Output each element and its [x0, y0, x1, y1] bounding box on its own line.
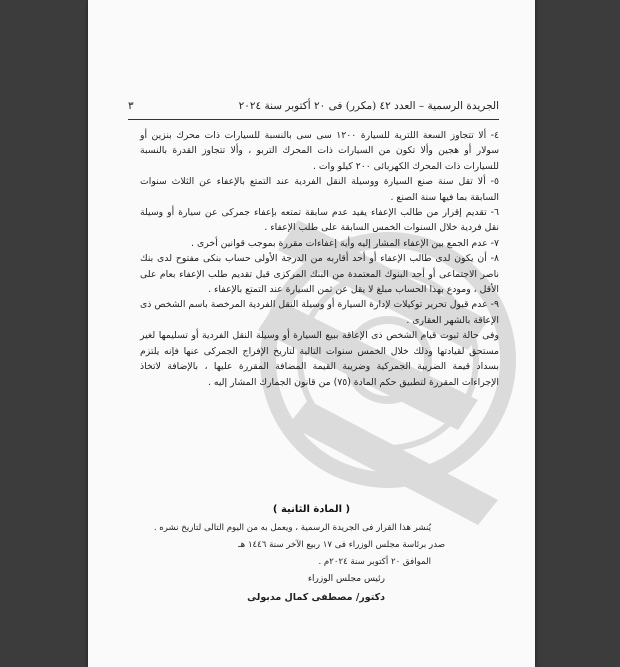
- page-header: [128, 98, 499, 118]
- signatory-role: رئيس مجلس الوزراء: [307, 574, 385, 584]
- condition-8: ٨- أن يكون لدى طالب الإعفاء أو أحد أقاربه من الدرجة الأولى حساب بنكى مفتوح لدى بنك ناصر الاجتماعى أو أحد البنوك المعتمدة من البنك المركزى قبل تقديم طلب الإعفاء بعام على الأقل ، ومودع بهذا الحساب مبلغ لا يقل عن ثمن السيارة عند التمتع بالإعفاء .: [140, 253, 499, 296]
- header-divider: [128, 119, 499, 120]
- issued-line: صدر برئاسة مجلس الوزراء فى ١٧ ربيع الآخر سنة ١٤٤٦ هـ: [238, 540, 445, 550]
- condition-4: ٤- ألا تتجاوز السعة اللترية للسيارة ١٢٠٠ سى سى بالنسبة للسيارات ذات محرك بنزين أو سولار أو هجين وألا تكون من السيارات ذات المحرك التربو ، وألا تتجاوز القدرة بالنسبة للسيارات ذات المحرك الكهربائى ٢٠٠ كيلو وات .: [140, 130, 499, 172]
- date-line: الموافق ٢٠ أكتوبر سنة ٢٠٢٤م .: [318, 557, 431, 567]
- document-page: [88, 0, 535, 667]
- signatory-name: دكتور/ مصطفى كمال مدبولى: [247, 592, 385, 603]
- article-two-heading: ( المادة الثانية ): [272, 504, 351, 515]
- condition-6: ٦- تقديم إقرار من طالب الإعفاء يفيد عدم سابقة تمتعه بإعفاء جمركى عن سيارة أو وسيلة نقل فردية خلال السنوات الخمس السابقة على طلب الإعفاء .: [140, 207, 499, 234]
- publish-line: يُنشر هذا القرار فى الجريدة الرسمية ، ويعمل به من اليوم التالى لتاريخ نشره .: [153, 523, 431, 533]
- closing-block: [145, 520, 445, 571]
- decree-body: [140, 128, 499, 390]
- signature-block: [185, 574, 385, 603]
- page-number: ٣: [128, 100, 134, 112]
- condition-5: ٥- ألا تقل سنة صنع السيارة ووسيلة النقل الفردية عند التمتع بالإعفاء عن الثلاث سنوات السابقة بما فيها سنة الصنع .: [140, 176, 499, 203]
- condition-9: ٩- عدم قبول تحرير توكيلات لإدارة السيارة أو وسيلة النقل الفردية المرخصة باسم الشخص ذى الإعاقة بالشهر العقارى .: [140, 299, 499, 326]
- penalty-paragraph: وفى حالة ثبوت قيام الشخص ذى الإعاقة ببيع السيارة أو وسيلة النقل الفردية أو تسليمها لغير مستحق لقيادتها وذلك خلال الخمس سنوات التالية لتاريخ الإفراج الجمركى عنها فإنه يلتزم بسداد قيمة الضريبة الجمركية وضريبة القيمة المضافة المقررة عليها ، بالإضافة لاتخاذ الإجراءات المقررة لتطبيق حكم المادة (٧٥) من قانون الجمارك المشار إليه .: [140, 330, 499, 388]
- condition-7: ٧- عدم الجمع بين الإعفاء المشار إليه وأية إعفاءات مقررة بموجب قوانين أخرى .: [191, 237, 499, 249]
- gazette-title: الجريدة الرسمية – العدد ٤٢ (مكرر) فى ٢٠ أكتوبر سنة ٢٠٢٤: [238, 100, 499, 112]
